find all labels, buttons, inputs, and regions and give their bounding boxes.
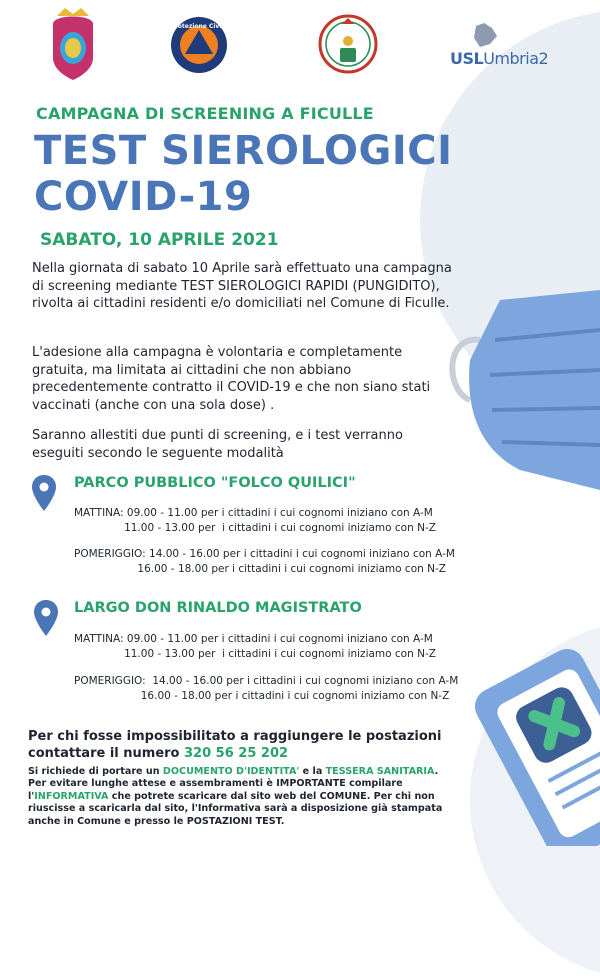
phone-number: 320 56 25 202 xyxy=(184,746,289,761)
location-title: LARGO DON RINALDO MAGISTRATO xyxy=(74,600,362,616)
face-mask-icon xyxy=(440,280,600,500)
page-title xyxy=(34,128,452,220)
highlight: DOCUMENTO D'IDENTITA' xyxy=(162,766,300,777)
intro-paragraph: Nella giornata di sabato 10 Aprile sarà effettuato una campagna di screening mediante TEST SIEROLOGICI RAPIDI (PUNGIDITO), rivolta ai cittadini residenti e/o domiciliati nel Comune di Ficulle. xyxy=(32,261,452,311)
campaign-subtitle: CAMPAGNA DI SCREENING A FICULLE xyxy=(36,104,374,123)
morning-schedule: MATTINA: 09.00 - 11.00 per i cittadini i cui cognomi iniziano con A-M 11.00 - 13.00 per i cittadini i cui cognomi iniziamo con N-Z xyxy=(74,507,436,534)
afternoon-schedule: POMERIGGIO: 14.00 - 16.00 per i cittadini i cui cognomi iniziano con A-M 16.00 - 18.00 per i cittadini i cui cognomi iniziamo con N-Z xyxy=(74,548,455,575)
civil-protection-label: Protezione Civile xyxy=(170,23,228,30)
usl-logo-text: USLUmbria2 xyxy=(450,49,549,68)
afternoon-schedule: POMERIGGIO: 14.00 - 16.00 per i cittadini i cui cognomi iniziano con A-M 16.00 - 18.00 per i cittadini i cui cognomi iniziamo con N-Z xyxy=(74,675,459,702)
test-kit-icon xyxy=(475,645,600,846)
location-pin-icon xyxy=(32,475,56,511)
title-line: COVID-19 xyxy=(34,174,253,220)
location-pin-icon xyxy=(34,600,58,636)
usl-map-icon xyxy=(470,22,500,50)
round-seal-icon xyxy=(318,14,378,74)
highlight: INFORMATIVA xyxy=(34,790,109,802)
contact-info xyxy=(28,728,442,762)
morning-schedule: MATTINA: 09.00 - 11.00 per i cittadini i cui cognomi iniziano con A-M 11.00 - 13.00 per i cittadini i cui cognomi iniziamo con N-Z xyxy=(74,633,436,660)
contact-line: Per chi fosse impossibilitato a raggiungere le postazioni xyxy=(28,729,442,744)
location-title: PARCO PUBBLICO "FOLCO QUILICI" xyxy=(74,475,356,491)
modality-paragraph: Saranno allestiti due punti di screening, e i test verranno eseguiti secondo le seguente modalità xyxy=(32,428,403,461)
highlight: TESSERA SANITARIA xyxy=(325,766,435,777)
civil-protection-icon xyxy=(170,16,228,74)
eligibility-paragraph: L'adesione alla campagna è volontaria e completamente gratuita, ma limitata ai cittadini che non abbiano precedentemente contratto il COVID-19 e che non siano stati vaccinati (anche con una sola dose) . xyxy=(32,345,431,413)
footnote: Si richiede di portare un DOCUMENTO D'IDENTITA' e la TESSERA SANITARIA. Per evitare lunghe attese e assembramenti è IMPORTANTE compilare l'INFORMATIVA che potrete scaricare dal sito web del COMUNE. Per chi non riuscisse a scaricarla dal sito, l'Informativa sarà a disposizione già stampata anche in Comune e presso le POSTAZIONI TEST. xyxy=(28,766,443,827)
crest-icon xyxy=(45,6,101,82)
title-line: TEST SIEROLOGICI xyxy=(34,128,453,174)
contact-line: contattare il numero 320 56 25 202 xyxy=(28,746,289,761)
campaign-date: SABATO, 10 APRILE 2021 xyxy=(40,230,279,250)
